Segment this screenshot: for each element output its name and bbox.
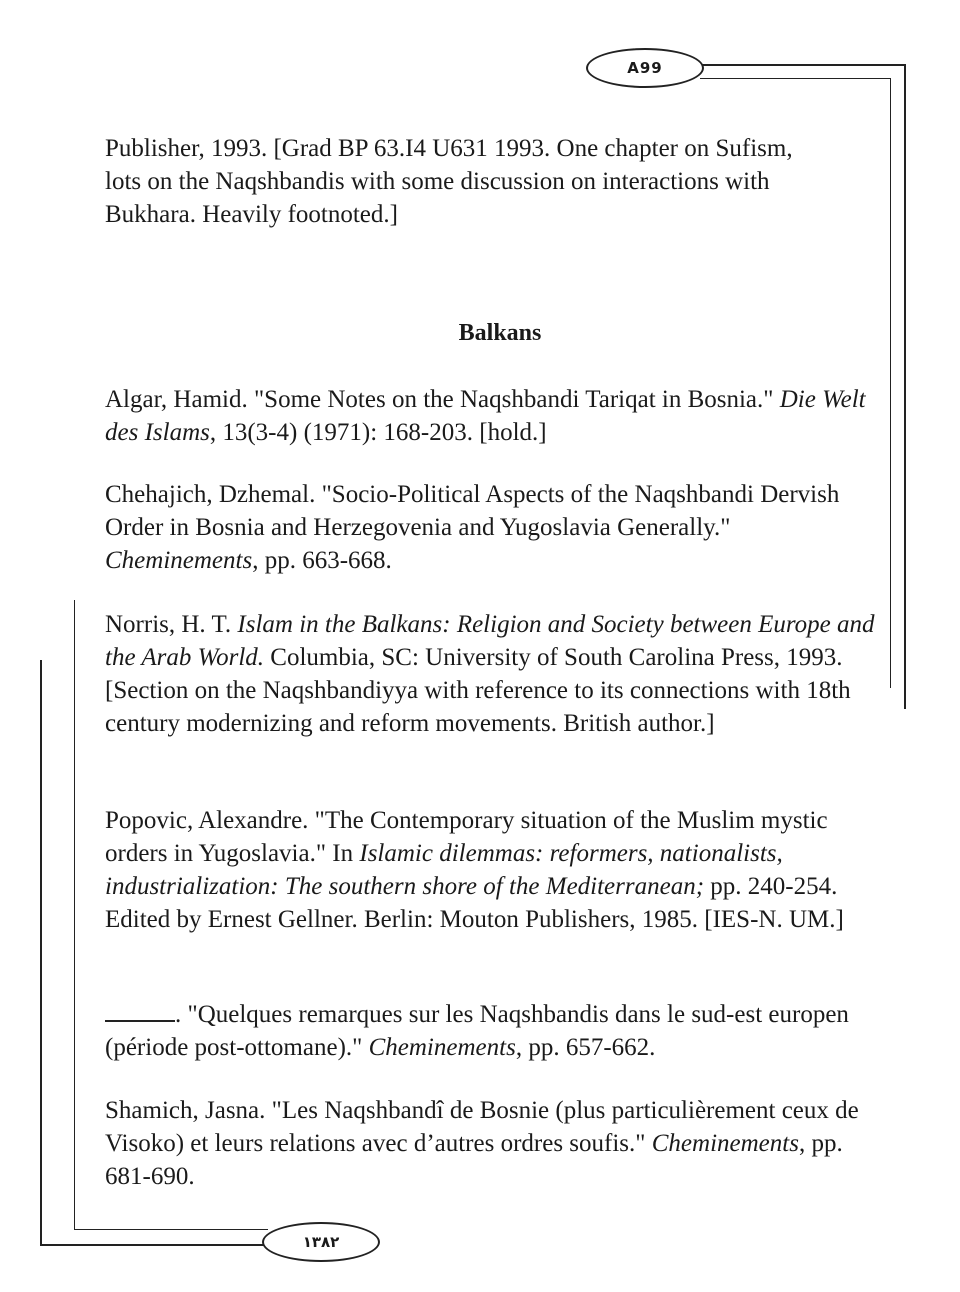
entry-title: Islamic dilemmas: reformers, nationalists, industrialization: The southern shore of the Mediterranean; — [105, 840, 783, 900]
entry-text: Shamich, Jasna. "Les Naqshbandî de Bosnie (plus particulièrement ceux de Visoko) et leurs relations avec d’autres ordres soufis." — [105, 1097, 859, 1157]
entry-title: Cheminements — [368, 1034, 516, 1061]
entry-chehajich — [105, 478, 880, 577]
entry-text: , pp. 657-662. — [515, 1034, 656, 1061]
entry-title: Cheminements — [105, 547, 253, 574]
frame-top-line-inner — [700, 78, 890, 79]
entry-text: Norris, H. T. — [105, 611, 238, 638]
frame-left-line-inner — [74, 600, 75, 1230]
top-page-number: A99 — [586, 48, 704, 88]
entry-text: Columbia, SC: University of South Carolina Press, 1993. [Section on the Naqshbandiyya with reference to its connections with 18th century modernizing and reform movements. British author.] — [105, 644, 851, 737]
frame-bottom-line — [40, 1244, 268, 1246]
frame-left-line — [40, 660, 42, 1245]
continuation-paragraph: Publisher, 1993. [Grad BP 63.I4 U631 1993. One chapter on Sufism, lots on the Naqshbandis with some discussion on interactions with Bukhara. Heavily footnoted.] — [105, 135, 793, 228]
frame-bottom-line-inner — [74, 1229, 268, 1230]
repeat-author-rule — [105, 1000, 175, 1022]
entry-text: Chehajich, Dzhemal. "Socio-Political Aspects of the Naqshbandi Dervish Order in Bosnia and Herzegovenia and Yugoslavia Generally." — [105, 481, 840, 541]
entry-text: Algar, Hamid. "Some Notes on the Naqshbandi Tariqat in Bosnia." — [105, 386, 780, 413]
entry-shamich — [105, 1094, 880, 1193]
entry-text: , pp. 681-690. — [105, 1130, 843, 1190]
entry-text: . "Quelques remarques sur les Naqshbandis dans le sud-est europen (période post-ottomane)." — [105, 1001, 849, 1061]
entry-title: Die Welt des Islams — [105, 386, 866, 446]
entry-text: , pp. 663-668. — [252, 547, 392, 574]
entry-popovic-2 — [105, 998, 880, 1064]
bottom-page-number: ١٣٨٢ — [262, 1222, 380, 1262]
entry-text: Popovic, Alexandre. "The Contemporary situation of the Muslim mystic orders in Yugoslavia." In — [105, 807, 828, 867]
entry-title: Cheminements — [651, 1130, 799, 1157]
entry-popovic-1 — [105, 804, 880, 936]
entry-text: pp. 240-254. Edited by Ernest Gellner. Berlin: Mouton Publishers, 1985. [IES-N. UM.] — [105, 873, 844, 933]
frame-right-line-inner — [890, 78, 891, 688]
frame-right-line — [904, 64, 906, 709]
frame-top-line — [700, 64, 905, 66]
entry-text: , 13(3-4) (1971): 168-203. [hold.] — [209, 419, 547, 446]
entry-norris — [105, 608, 880, 740]
entry-algar — [105, 383, 880, 449]
section-heading: Balkans — [458, 320, 542, 346]
entry-title: Islam in the Balkans: Religion and Society between Europe and the Arab World. — [105, 611, 875, 671]
